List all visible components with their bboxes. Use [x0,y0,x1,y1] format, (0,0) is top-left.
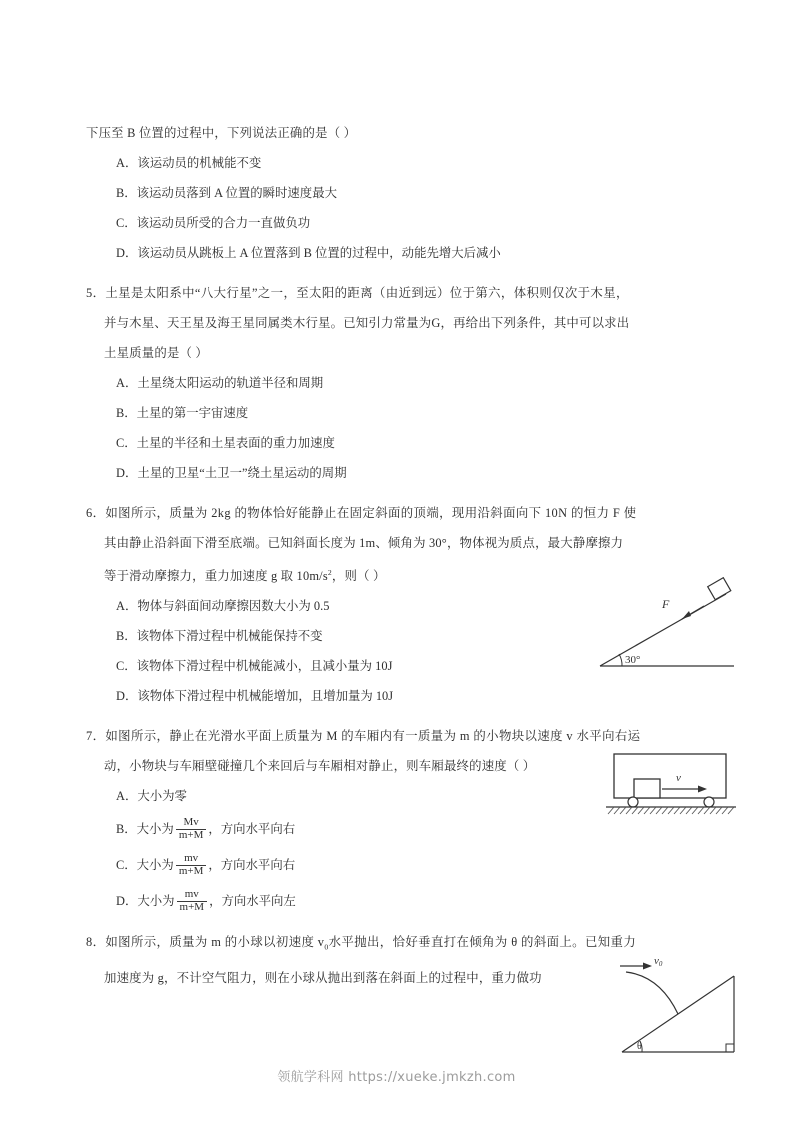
q7-option-b-pre: 大小为 [136,822,174,837]
q7-option-b-fraction [176,817,207,841]
projectile-incline-figure [616,952,742,1064]
incline-angle-label: 30° [625,654,641,666]
block-inside-cart [634,779,660,798]
right-angle-mark [726,1044,734,1052]
q7-option-c-post: ，方向水平向右 [208,858,296,873]
q5-option-d: D．土星的卫星“土卫一”绕土星运动的周期 [116,466,347,480]
force-label-F: F [662,597,670,611]
q7-option-d-pre: 大小为 [137,894,175,909]
q7-option-a-label: A． [116,789,138,804]
q6-stem-line-3-text: 等于滑动摩擦力，重力加速度 g 取 10m/s [104,569,328,584]
q8-stem-line-1-a: 8．如图所示，质量为 m 的小球以初速度 v [86,935,325,950]
q4-option-a: A．该运动员的机械能不变 [116,156,262,170]
q7-option-b-denominator: m+M [176,829,207,842]
q6-unit-superscript: 2 [327,568,332,577]
q7-option-d-denominator: m+M [177,901,208,914]
q8-stem-line-1-b: 水平抛出，恰好垂直打在倾角为 θ 的斜面上。已知重力 [328,935,637,950]
q5-stem-line-1: 5．土星是太阳系中“八大行星”之一，至太阳的距离（由近到远）位于第六，体积则仅次于木星， [86,286,629,300]
q7-option-d-numerator: mv [184,888,199,901]
q5-stem-line-3: 土星质量的是（ ） [104,346,209,360]
q7-option-d-fraction [177,889,208,913]
cart-body [614,754,726,798]
block-on-incline [708,578,731,600]
velocity-label-v: v [676,772,681,784]
q7-option-c [86,847,706,883]
incline-angle-label-theta: θ [637,1041,642,1052]
q4-option-d: D．该运动员从跳板上 A 位置落到 B 位置的过程中，动能先增大后减小 [116,246,501,260]
q4-option-b: B．该运动员落到 A 位置的瞬时速度最大 [116,186,337,200]
q5-option-b: B．土星的第一宇宙速度 [116,406,249,420]
question-8 [86,927,706,992]
q7-option-b-label: B． [116,822,137,837]
q7-option-b-post: ，方向水平向右 [208,822,296,837]
q7-option-c-pre: 大小为 [136,858,174,873]
q7-option-d-label: D． [116,894,138,909]
question-4-tail [86,118,706,268]
wheel-right [704,797,714,807]
q6-stem-tail: ，则（ ） [331,569,386,584]
initial-velocity-arrow [620,963,652,970]
question-5 [86,278,706,488]
q7-option-d [86,883,706,919]
q7-option-d-post: ，方向水平向左 [209,894,296,909]
site-watermark: 领航学科网 https://xueke.jmkzh.com [277,1070,516,1085]
question-content [86,118,706,997]
q5-option-c: C．土星的半径和土星表面的重力加速度 [116,436,335,450]
wheel-left [628,797,638,807]
initial-velocity-label: v0 [654,955,663,968]
q6-option-c: C．该物体下滑过程中机械能减小，且减小量为 10J [116,659,393,674]
cart-figure [604,746,738,820]
inclined-plane-figure [596,578,738,676]
q5-option-a: A．土星绕太阳运动的轨道半径和周期 [116,376,324,390]
q5-stem-line-2: 并与木星、天王星及海王星同属类木行星。已知引力常量为G，再给出下列条件，其中可以求出 [104,316,630,330]
q6-option-d: D．该物体下滑过程中机械能增加，且增加量为 10J [116,689,394,704]
q4-stem: 下压至 B 位置的过程中，下列说法正确的是（ ） [86,126,357,140]
q6-stem-line-2: 其由静止沿斜面下滑至底端。已知斜面长度为 1m、倾角为 30°，物体视为质点，最大静摩擦力 [104,536,624,550]
q7-stem-line-1: 7．如图所示，静止在光滑水平面上质量为 M 的车厢内有一质量为 m 的小物块以速度 v 水平向右运 [86,729,641,744]
q6-option-a: A．物体与斜面间动摩擦因数大小为 0.5 [116,599,330,614]
q7-stem-line-2: 动，小物块与车厢壁碰撞几个来回后与车厢相对静止，则车厢最终的速度（ ） [104,759,536,774]
q7-option-a-text: 大小为零 [137,789,187,804]
q6-stem-line-1: 6．如图所示，质量为 2kg 的物体恰好能静止在固定斜面的顶端，现用沿斜面向下 10N 的恒力 F 使 [86,506,637,520]
q7-option-c-fraction [176,853,207,877]
force-arrow-F [682,606,704,619]
q4-option-c: C．该运动员所受的合力一直做负功 [116,216,311,230]
q7-option-c-label: C． [116,858,137,873]
q7-option-c-numerator: mv [184,852,199,865]
ground-hatching [608,807,734,814]
q8-velocity-subscript: 0 [324,942,329,952]
q7-option-c-denominator: m+M [176,865,207,878]
q8-stem-line-1 [86,927,706,962]
q8-stem-line-2: 加速度为 g，不计空气阻力，则在小球从抛出到落在斜面上的过程中，重力做功 [104,970,542,985]
q6-option-b: B．该物体下滑过程中机械能保持不变 [116,629,323,644]
q7-option-b-numerator: Mv [183,816,199,829]
projectile-trajectory [626,972,678,1014]
